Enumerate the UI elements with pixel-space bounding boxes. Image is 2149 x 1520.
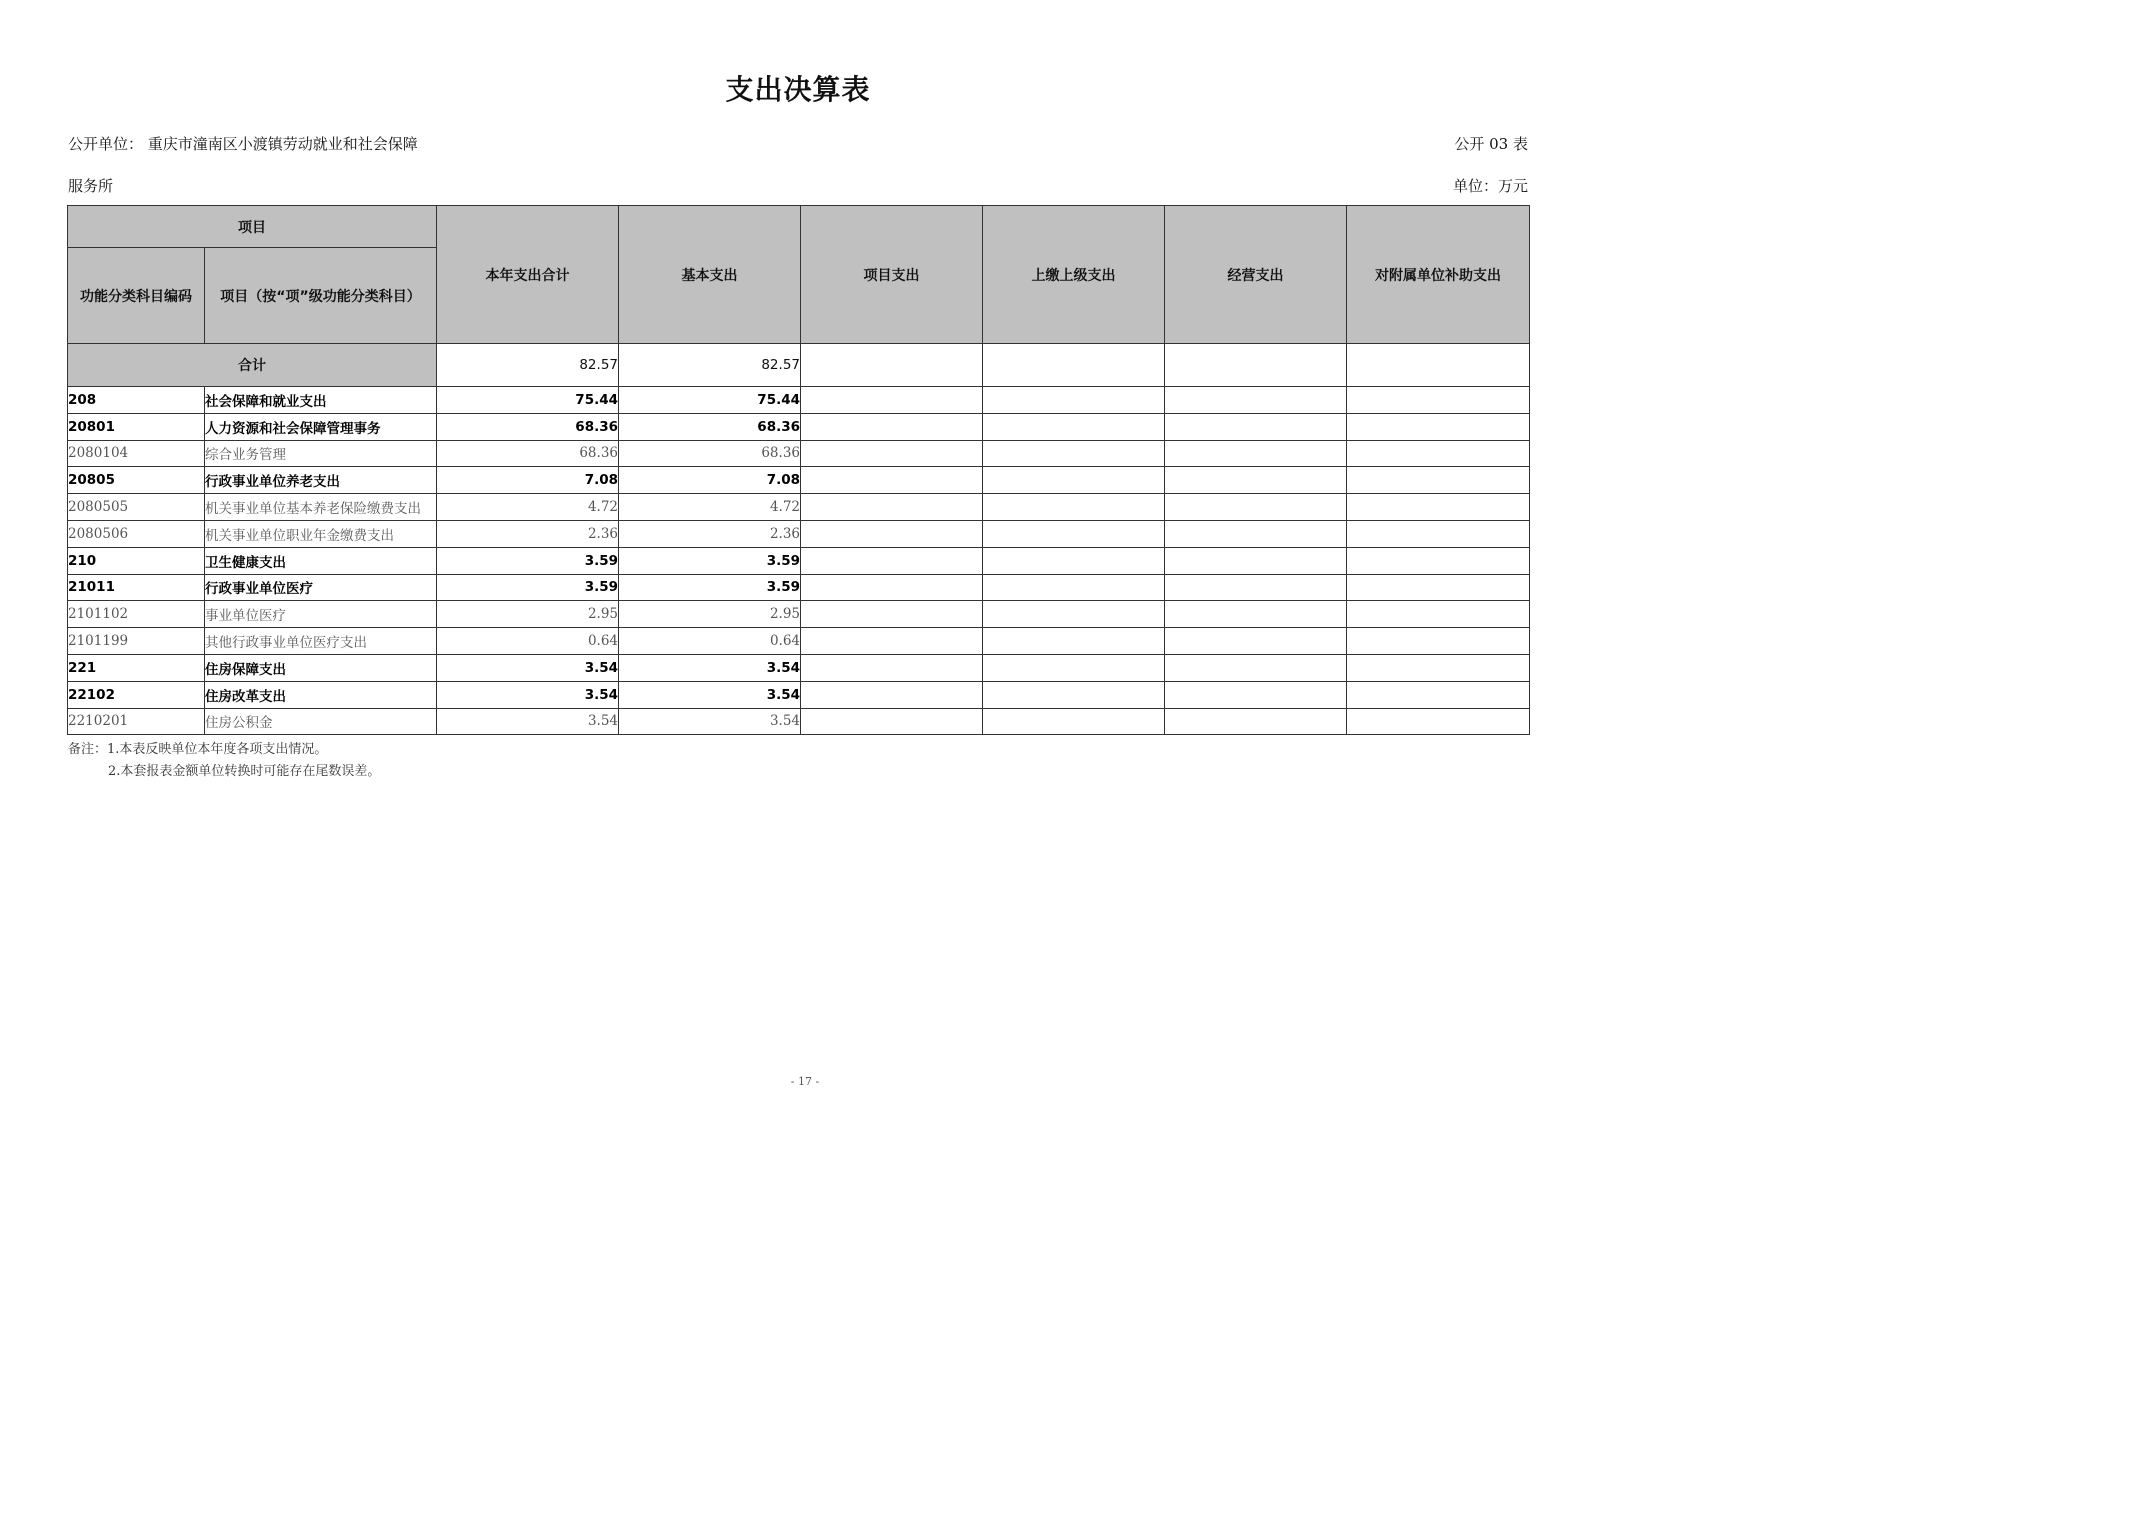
basic-expenditure-cell: 68.36 (619, 440, 801, 467)
item-name-cell: 住房改革支出 (205, 681, 437, 708)
item-name-cell: 社会保障和就业支出 (205, 387, 437, 414)
total-expenditure-cell: 0.64 (437, 628, 619, 655)
header-function-code: 功能分类科目编码 (68, 248, 205, 344)
business-expenditure-cell (1165, 708, 1347, 735)
table-row (68, 601, 1530, 628)
business-expenditure-cell (1165, 654, 1347, 681)
total-expenditure-cell: 2.95 (437, 601, 619, 628)
business-expenditure-cell (1165, 494, 1347, 521)
total-expenditure-cell: 3.54 (437, 654, 619, 681)
business-expenditure-cell (1165, 467, 1347, 494)
empty-cell (1165, 344, 1347, 387)
table-row (68, 708, 1530, 735)
business-expenditure-cell (1165, 520, 1347, 547)
reporting-unit-line2: 服务所 (68, 177, 114, 195)
table-row (68, 440, 1530, 467)
project-expenditure-cell (801, 681, 983, 708)
table-row (68, 654, 1530, 681)
project-expenditure-cell (801, 467, 983, 494)
empty-cell (801, 344, 983, 387)
table-row (68, 494, 1530, 521)
function-code-cell: 2080505 (68, 494, 205, 521)
item-name-cell: 住房公积金 (205, 708, 437, 735)
subsidy-expenditure-cell (1347, 601, 1530, 628)
function-code-cell: 20801 (68, 413, 205, 440)
page-number: - 17 - (790, 1075, 820, 1088)
subsidy-expenditure-cell (1347, 628, 1530, 655)
basic-expenditure-cell: 75.44 (619, 387, 801, 414)
function-code-cell: 22102 (68, 681, 205, 708)
empty-cell (1347, 344, 1530, 387)
header-item-name: 项目（按“项”级功能分类科目） (205, 248, 437, 344)
function-code-cell: 208 (68, 387, 205, 414)
item-name-cell: 人力资源和社会保障管理事务 (205, 413, 437, 440)
function-code-cell: 221 (68, 654, 205, 681)
total-expenditure-value: 82.57 (437, 344, 619, 387)
business-expenditure-cell (1165, 574, 1347, 601)
table-row (68, 547, 1530, 574)
basic-expenditure-cell: 2.36 (619, 520, 801, 547)
subsidy-expenditure-cell (1347, 440, 1530, 467)
total-basic-value: 82.57 (619, 344, 801, 387)
project-expenditure-cell (801, 601, 983, 628)
table-row (68, 574, 1530, 601)
business-expenditure-cell (1165, 387, 1347, 414)
basic-expenditure-cell: 2.95 (619, 601, 801, 628)
total-expenditure-cell: 2.36 (437, 520, 619, 547)
total-expenditure-cell: 68.36 (437, 440, 619, 467)
business-expenditure-cell (1165, 413, 1347, 440)
subsidy-expenditure-cell (1347, 574, 1530, 601)
subsidy-expenditure-cell (1347, 654, 1530, 681)
subsidy-expenditure-cell (1347, 494, 1530, 521)
total-expenditure-cell: 3.54 (437, 681, 619, 708)
header-subsidy-expenditure: 对附属单位补助支出 (1347, 206, 1530, 344)
total-expenditure-cell: 4.72 (437, 494, 619, 521)
upper-level-expenditure-cell (983, 628, 1165, 655)
header-total-expenditure: 本年支出合计 (437, 206, 619, 344)
table-row (68, 467, 1530, 494)
upper-level-expenditure-cell (983, 708, 1165, 735)
business-expenditure-cell (1165, 681, 1347, 708)
project-expenditure-cell (801, 520, 983, 547)
note-line-1: 备注：1.本表反映单位本年度各项支出情况。 (68, 742, 328, 757)
reporting-unit-line1: 公开单位： 重庆市潼南区小渡镇劳动就业和社会保障 (68, 135, 418, 153)
function-code-cell: 21011 (68, 574, 205, 601)
upper-level-expenditure-cell (983, 547, 1165, 574)
subsidy-expenditure-cell (1347, 547, 1530, 574)
item-name-cell: 行政事业单位医疗 (205, 574, 437, 601)
basic-expenditure-cell: 0.64 (619, 628, 801, 655)
item-name-cell: 事业单位医疗 (205, 601, 437, 628)
upper-level-expenditure-cell (983, 601, 1165, 628)
table-row (68, 387, 1530, 414)
total-row (68, 344, 1530, 387)
subsidy-expenditure-cell (1347, 387, 1530, 414)
upper-level-expenditure-cell (983, 681, 1165, 708)
item-name-cell: 其他行政事业单位医疗支出 (205, 628, 437, 655)
business-expenditure-cell (1165, 628, 1347, 655)
function-code-cell: 210 (68, 547, 205, 574)
header-row-1 (68, 206, 1530, 248)
project-expenditure-cell (801, 547, 983, 574)
total-expenditure-cell: 3.59 (437, 574, 619, 601)
subsidy-expenditure-cell (1347, 681, 1530, 708)
upper-level-expenditure-cell (983, 654, 1165, 681)
project-expenditure-cell (801, 708, 983, 735)
upper-level-expenditure-cell (983, 440, 1165, 467)
basic-expenditure-cell: 7.08 (619, 467, 801, 494)
total-expenditure-cell: 75.44 (437, 387, 619, 414)
basic-expenditure-cell: 68.36 (619, 413, 801, 440)
basic-expenditure-cell: 3.59 (619, 574, 801, 601)
project-expenditure-cell (801, 654, 983, 681)
basic-expenditure-cell: 3.54 (619, 708, 801, 735)
function-code-cell: 2080506 (68, 520, 205, 547)
project-expenditure-cell (801, 440, 983, 467)
table-row (68, 628, 1530, 655)
subsidy-expenditure-cell (1347, 413, 1530, 440)
table-row (68, 681, 1530, 708)
project-expenditure-cell (801, 494, 983, 521)
project-expenditure-cell (801, 574, 983, 601)
subsidy-expenditure-cell (1347, 520, 1530, 547)
item-name-cell: 机关事业单位基本养老保险缴费支出 (205, 494, 437, 521)
expenditure-table (67, 205, 1530, 735)
upper-level-expenditure-cell (983, 467, 1165, 494)
upper-level-expenditure-cell (983, 574, 1165, 601)
header-basic-expenditure: 基本支出 (619, 206, 801, 344)
basic-expenditure-cell: 3.54 (619, 654, 801, 681)
subsidy-expenditure-cell (1347, 708, 1530, 735)
function-code-cell: 2080104 (68, 440, 205, 467)
business-expenditure-cell (1165, 601, 1347, 628)
total-expenditure-cell: 3.54 (437, 708, 619, 735)
total-expenditure-cell: 68.36 (437, 413, 619, 440)
basic-expenditure-cell: 3.59 (619, 547, 801, 574)
empty-cell (983, 344, 1165, 387)
page-title: 支出决算表 (725, 73, 871, 106)
project-expenditure-cell (801, 628, 983, 655)
header-upper-level-expenditure: 上缴上级支出 (983, 206, 1165, 344)
function-code-cell: 20805 (68, 467, 205, 494)
item-name-cell: 机关事业单位职业年金缴费支出 (205, 520, 437, 547)
upper-level-expenditure-cell (983, 520, 1165, 547)
project-expenditure-cell (801, 387, 983, 414)
header-project: 项目 (68, 206, 437, 248)
basic-expenditure-cell: 4.72 (619, 494, 801, 521)
basic-expenditure-cell: 3.54 (619, 681, 801, 708)
total-label: 合计 (68, 344, 437, 387)
upper-level-expenditure-cell (983, 494, 1165, 521)
total-expenditure-cell: 3.59 (437, 547, 619, 574)
item-name-cell: 综合业务管理 (205, 440, 437, 467)
project-expenditure-cell (801, 413, 983, 440)
money-unit-label: 单位：万元 (1452, 177, 1528, 195)
subsidy-expenditure-cell (1347, 467, 1530, 494)
header-business-expenditure: 经营支出 (1165, 206, 1347, 344)
business-expenditure-cell (1165, 547, 1347, 574)
item-name-cell: 卫生健康支出 (205, 547, 437, 574)
header-project-expenditure: 项目支出 (801, 206, 983, 344)
form-number: 公开 03 表 (1454, 135, 1528, 153)
business-expenditure-cell (1165, 440, 1347, 467)
function-code-cell: 2210201 (68, 708, 205, 735)
function-code-cell: 2101199 (68, 628, 205, 655)
table-row (68, 413, 1530, 440)
item-name-cell: 住房保障支出 (205, 654, 437, 681)
total-expenditure-cell: 7.08 (437, 467, 619, 494)
upper-level-expenditure-cell (983, 413, 1165, 440)
item-name-cell: 行政事业单位养老支出 (205, 467, 437, 494)
function-code-cell: 2101102 (68, 601, 205, 628)
note-line-2: 2.本套报表金额单位转换时可能存在尾数误差。 (108, 764, 381, 779)
table-row (68, 520, 1530, 547)
upper-level-expenditure-cell (983, 387, 1165, 414)
